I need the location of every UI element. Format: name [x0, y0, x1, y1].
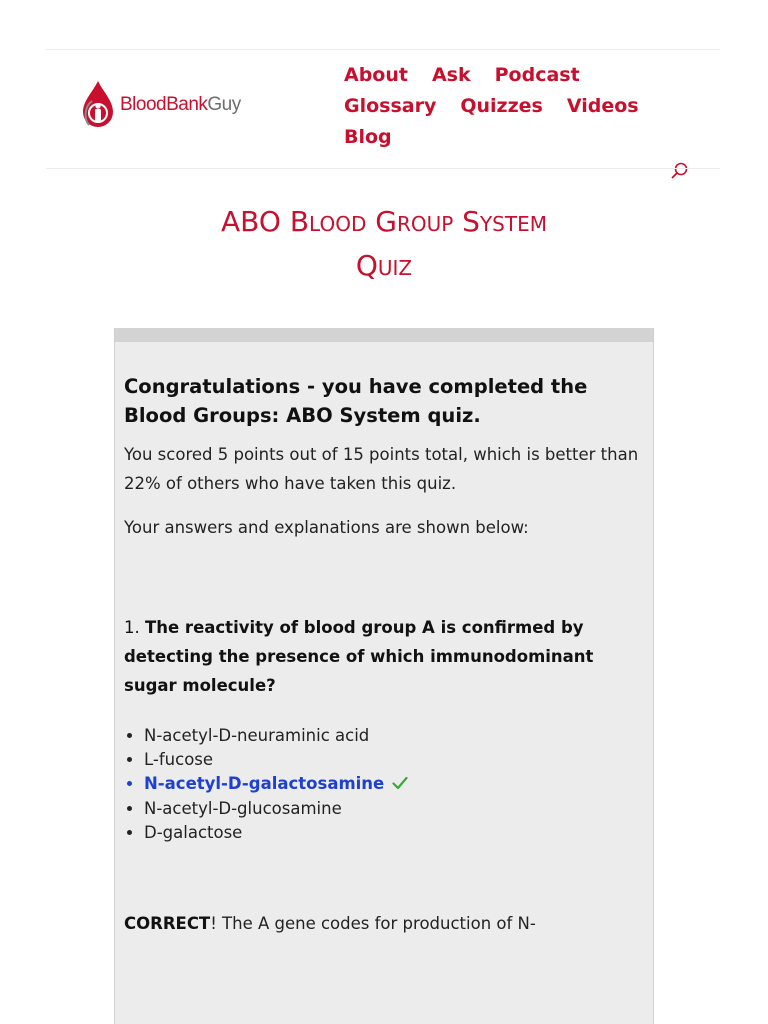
nav-row-2: [344, 91, 674, 122]
site-logo-text: [120, 95, 241, 114]
quiz-results-panel: [114, 328, 654, 1024]
score-summary: You scored 5 points out of 15 points total, which is better than 22% of others who have taken this quiz.: [124, 445, 639, 493]
results-panel-topbar: [115, 328, 653, 342]
answer-options: [124, 724, 649, 845]
answer-option: [144, 724, 649, 748]
answers-intro: Your answers and explanations are shown below:: [124, 518, 529, 537]
check-icon: [392, 773, 408, 797]
quiz-title-line-2: Quiz: [355, 249, 413, 282]
answer-option-label: N-acetyl-D-glucosamine: [144, 799, 342, 818]
nav-link-glossary[interactable]: Glossary: [344, 95, 437, 117]
nav-link-podcast[interactable]: Podcast: [494, 64, 580, 86]
answer-option-label: D-galactose: [144, 823, 243, 842]
answer-explanation-text: ! The A gene codes for production of N-: [210, 914, 536, 933]
nav-row-1: [344, 60, 674, 91]
question-1: [124, 613, 649, 700]
nav-row-3: [344, 122, 674, 153]
answer-option-label: N-acetyl-D-galactosamine: [144, 774, 385, 793]
answer-option: [144, 821, 649, 845]
completion-heading: Congratulations - you have completed the Blood Groups: ABO System quiz.: [124, 375, 588, 427]
nav-link-blog[interactable]: Blog: [344, 126, 392, 148]
answer-option: [144, 748, 649, 772]
header-top-divider: [46, 49, 720, 50]
nav-link-quizzes[interactable]: Quizzes: [460, 95, 543, 117]
quiz-title: [0, 200, 768, 288]
logo-text-strong: BloodBank: [120, 93, 208, 115]
answer-option-label: N-acetyl-D-neuraminic acid: [144, 726, 370, 745]
search-icon[interactable]: [670, 161, 690, 181]
answer-option-correct: [144, 772, 649, 797]
nav-link-about[interactable]: About: [344, 64, 408, 86]
nav-link-videos[interactable]: Videos: [566, 95, 639, 117]
answer-option-label: L-fucose: [144, 750, 214, 769]
logo-text-light: Guy: [207, 93, 241, 115]
question-text: The reactivity of blood group A is confirmed by detecting the presence of which immunodominant sugar molecule?: [124, 618, 594, 695]
nav-link-ask[interactable]: Ask: [431, 64, 471, 86]
answer-verdict: CORRECT: [124, 914, 211, 933]
answer-explanation: [124, 909, 649, 938]
question-number: 1.: [124, 618, 140, 637]
main-nav: [344, 60, 674, 153]
header-bottom-divider: [46, 168, 720, 169]
site-logo[interactable]: [80, 78, 241, 130]
results-panel-content: [124, 372, 649, 938]
quiz-title-line-1: ABO Blood Group System: [221, 205, 547, 238]
blood-drop-logo-icon: [80, 79, 116, 129]
answer-option: [144, 797, 649, 821]
